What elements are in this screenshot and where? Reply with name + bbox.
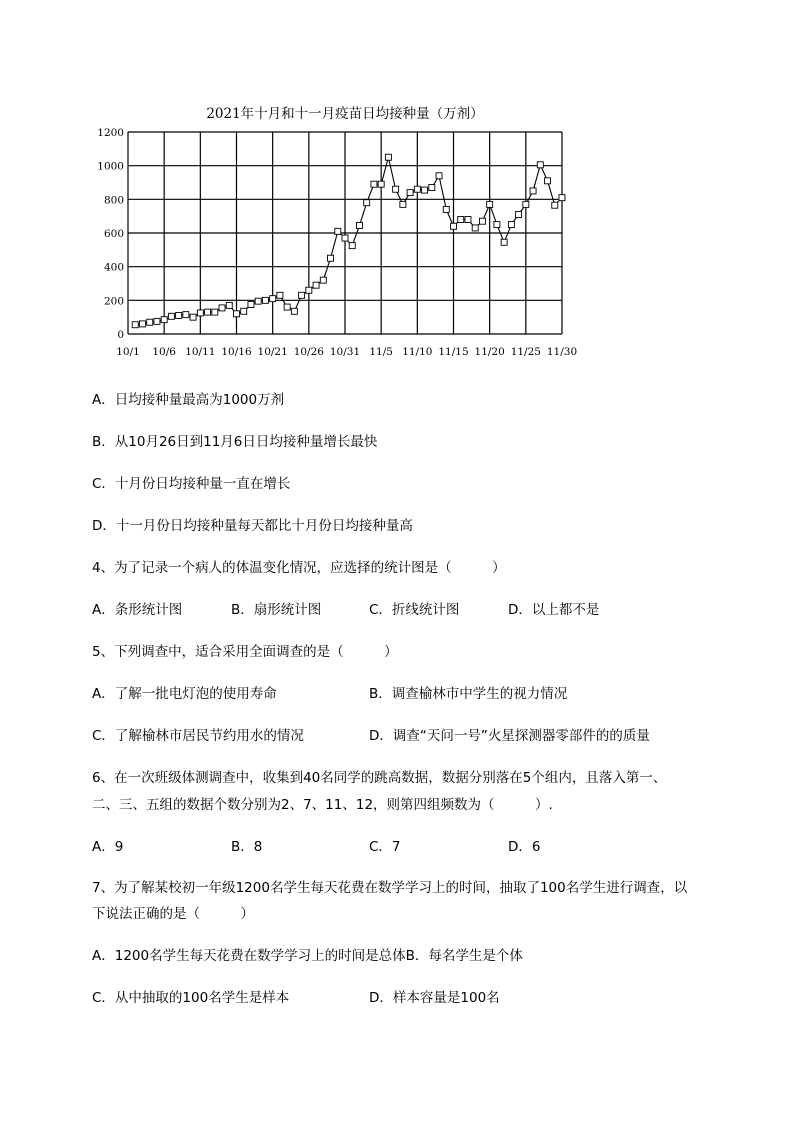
data-point [320, 277, 326, 283]
data-point [501, 239, 507, 245]
question3-option-d: D．十一月份日均接种量每天都比十月份日均接种量高 [92, 518, 413, 534]
data-point [262, 297, 268, 303]
vaccination-line-chart [97, 100, 590, 362]
question7-option-c: C．从中抽取的100名学生是样本 [92, 990, 290, 1006]
data-point [552, 202, 558, 208]
data-point [234, 311, 240, 317]
x-tick-label: 10/26 [293, 346, 324, 358]
question7-option-ab: A．1200名学生每天花费在数学学习上的时间是总体B．每名学生是个体 [92, 948, 523, 964]
question7-stem-line1: 7、为了解某校初一年级1200名学生每天花费在数学学习上的时间，抽取了100名学生进行调查，以 [92, 880, 688, 896]
data-point [494, 222, 500, 228]
data-point [364, 200, 370, 206]
y-tick-label: 600 [103, 228, 124, 240]
chart-title: 2021年十月和十一月疫苗日均接种量（万剂） [206, 106, 484, 122]
data-point [176, 312, 182, 318]
data-point [299, 292, 305, 298]
data-point [219, 305, 225, 311]
x-tick-label: 10/31 [329, 346, 361, 358]
x-tick-label: 11/30 [546, 346, 578, 358]
x-tick-label: 10/16 [221, 346, 252, 358]
data-point [378, 181, 384, 187]
question5-stem: 5、下列调查中，适合采用全面调查的是（ ） [92, 644, 398, 660]
data-point [530, 188, 536, 194]
data-point [205, 309, 211, 315]
data-point [284, 304, 290, 310]
question6-option-b: B．8 [231, 839, 263, 855]
question5-option-b: B．调查榆林市中学生的视力情况 [369, 686, 568, 702]
data-point [154, 318, 160, 324]
y-tick-label: 0 [117, 329, 124, 341]
data-point [248, 302, 254, 308]
data-point [516, 211, 522, 217]
data-point [291, 308, 297, 314]
x-tick-label: 11/15 [438, 346, 469, 358]
data-point [197, 310, 203, 316]
question4-option-b: B．扇形统计图 [231, 602, 322, 618]
x-tick-label: 11/25 [510, 346, 541, 358]
data-point [523, 201, 529, 207]
data-point [356, 222, 362, 228]
data-point [371, 181, 377, 187]
data-point [147, 319, 153, 325]
data-point [277, 292, 283, 298]
data-point [335, 228, 341, 234]
data-point [161, 317, 167, 323]
data-point [443, 206, 449, 212]
question6-stem-line2: 二、三、五组的数据个数分别为2、7、11、12，则第四组频数为（ ）. [92, 797, 553, 813]
data-point [559, 195, 565, 201]
question6-stem-line1: 6、在一次班级体测调查中，收集到40名同学的跳高数据，数据分别落在5个组内，且落入第一、 [92, 770, 667, 786]
data-point [385, 154, 391, 160]
data-point [190, 314, 196, 320]
x-tick-label: 11/10 [402, 346, 433, 358]
data-point [306, 287, 312, 293]
data-point [436, 173, 442, 179]
question4-option-a: A．条形统计图 [92, 602, 183, 618]
question4-option-c: C．折线统计图 [369, 602, 460, 618]
data-point [241, 308, 247, 314]
data-point [342, 235, 348, 241]
data-point [393, 186, 399, 192]
data-point [313, 282, 319, 288]
question5-option-d: D．调查“天问一号”火星探测器零部件的的质量 [369, 728, 650, 744]
y-tick-label: 1200 [97, 127, 124, 139]
question6-option-a: A．9 [92, 839, 124, 855]
x-tick-label: 10/11 [185, 346, 216, 358]
data-point [139, 321, 145, 327]
question7-stem-line2: 下说法正确的是（ ） [92, 906, 254, 922]
y-tick-label: 800 [103, 194, 124, 207]
question7-option-d: D．样本容量是100名 [369, 990, 500, 1006]
data-point [226, 302, 232, 308]
question4-stem: 4、为了记录一个病人的体温变化情况，应选择的统计图是（ ） [92, 560, 506, 576]
question3-option-b: B．从10月26日到11月6日日均接种量增长最快 [92, 434, 378, 450]
data-point [465, 217, 471, 223]
data-point [183, 312, 189, 318]
data-point [508, 222, 514, 228]
data-point [537, 162, 543, 168]
x-tick-label: 10/21 [257, 346, 288, 358]
data-point [212, 309, 218, 315]
question3-option-a: A．日均接种量最高为1000万剂 [92, 392, 285, 408]
data-point [487, 201, 493, 207]
data-point [451, 223, 457, 229]
data-point [349, 243, 355, 249]
data-point [472, 225, 478, 231]
data-point [414, 186, 420, 192]
y-tick-label: 200 [103, 295, 124, 308]
data-point [429, 185, 435, 191]
x-tick-label: 11/20 [474, 346, 505, 358]
series-line [135, 157, 562, 324]
x-tick-label: 10/6 [152, 346, 176, 358]
data-point [168, 313, 174, 319]
question5-option-a: A．了解一批电灯泡的使用寿命 [92, 686, 277, 702]
data-point [270, 296, 276, 302]
question6-option-c: C．7 [369, 839, 401, 855]
question4-option-d: D．以上都不是 [508, 602, 600, 618]
question3-option-c: C．十月份日均接种量一直在增长 [92, 476, 291, 492]
data-point [458, 217, 464, 223]
y-tick-label: 400 [103, 261, 124, 274]
question6-option-d: D．6 [508, 839, 541, 855]
question5-option-c: C．了解榆林市居民节约用水的情况 [92, 728, 304, 744]
data-point [132, 322, 138, 328]
data-point [422, 187, 428, 193]
y-tick-label: 1000 [97, 160, 124, 173]
data-point [407, 190, 413, 196]
data-point [400, 201, 406, 207]
data-point [255, 298, 261, 304]
x-tick-label: 11/5 [369, 346, 393, 358]
x-tick-label: 10/1 [116, 346, 140, 358]
data-point [479, 218, 485, 224]
data-point [545, 178, 551, 184]
data-point [328, 255, 334, 261]
